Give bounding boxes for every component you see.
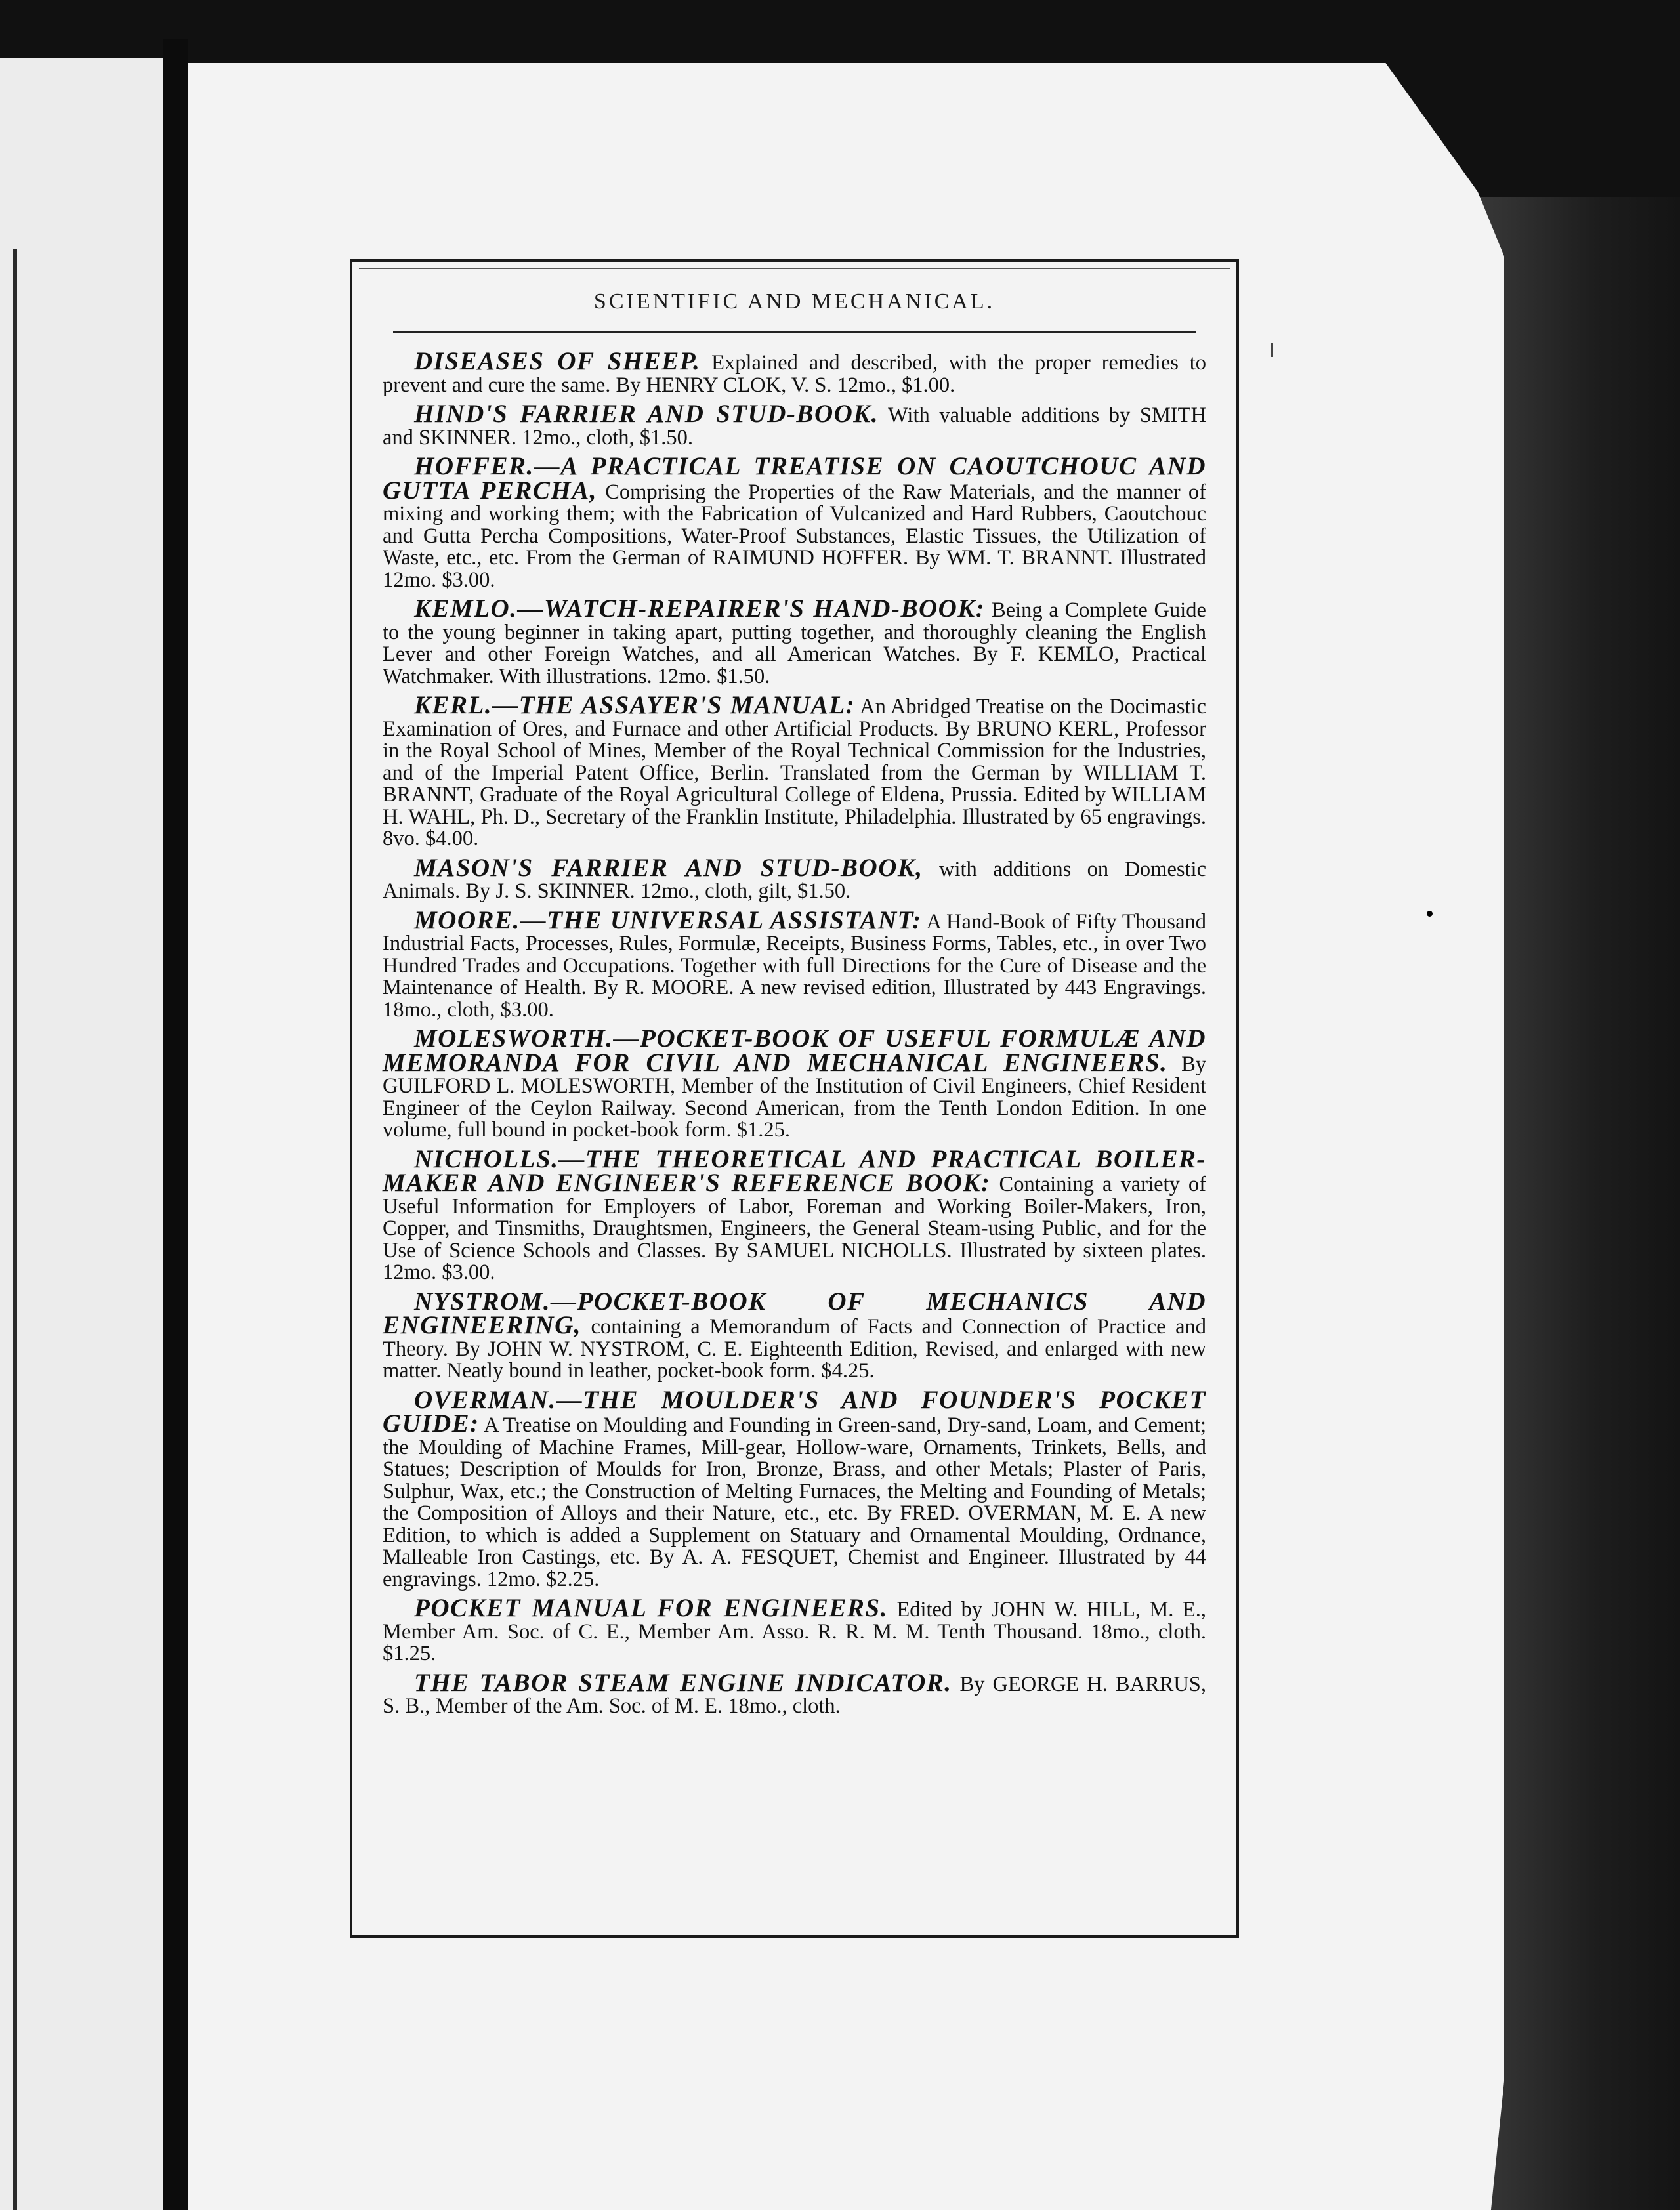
entry-title: MOLESWORTH.—POCKET-BOOK OF USEFUL FORMULÆ AND MEMORANDA FOR CIVIL AND MECHANICAL ENGINEERS. (383, 1024, 1206, 1077)
book-entry (383, 1144, 1206, 1284)
entry-body: With valuable additions by SMITH and SKINNER. 12mo., cloth, $1.50. (383, 404, 1206, 449)
entry-title: MOORE.—THE UNIVERSAL ASSISTANT: (414, 906, 922, 934)
book-entry (383, 1024, 1206, 1142)
scan-mark (1271, 343, 1273, 357)
book-entry (383, 594, 1206, 688)
entry-body: with additions on Domestic Animals. By J. S. SKINNER. 12mo., cloth, gilt, $1.50. (383, 857, 1206, 903)
entry-body: Comprising the Properties of the Raw Materials, and the manner of mixing and working them; with the Fabrication of Vulcanized and Hard Rubbers, Caoutchouc and Gutta Percha Compositions, Water-Proof Substances, Elastic Tissues, the Utilization of Waste, etc., etc. From the German of RAIMUND HOFFER. By WM. T. BRANNT. Illustrated 12mo. $3.00. (383, 480, 1206, 592)
left-page-rule (13, 249, 17, 2210)
entry-body: By GEORGE H. BARRUS, S. B., Member of the Am. Soc. of M. E. 18mo., cloth. (383, 1672, 1206, 1718)
entry-title: THE TABOR STEAM ENGINE INDICATOR. (414, 1668, 952, 1697)
book-entry (383, 1668, 1206, 1718)
entry-title: OVERMAN.—THE MOULDER'S AND FOUNDER'S POCKET GUIDE: (383, 1385, 1206, 1438)
entry-title: HOFFER.—A PRACTICAL TREATISE ON CAOUTCHOUC AND GUTTA PERCHA, (383, 452, 1206, 505)
entry-body: A Treatise on Moulding and Founding in Green-sand, Dry-sand, Loam, and Cement; the Moulding of Machine Frames, Mill-gear, Hollow-ware, Ornaments, Trinkets, Bells, and Statues; Description of Moulds for Iron, Bronze, Brass, and other Metals; Plaster of Paris, Sulphur, Wax, etc.; the Construction of Melting Furnaces, the Melting and Founding of Metals; the Composition of Alloys and their Nature, etc., etc. By FRED. OVERMAN, M. E. A new Edition, to which is added a Supplement on Statuary and Ornamental Moulding, Ordnance, Malleable Iron Castings, etc. By A. A. FESQUET, Chemist and Engineer. Illustrated by 44 engravings. 12mo. $2.25. (383, 1413, 1206, 1591)
book-entry (383, 691, 1206, 850)
entry-body: A Hand-Book of Fifty Thousand Industrial Facts, Processes, Rules, Formulæ, Receipts, Business Forms, Tables, etc., in over Two Hundred Trades and Occupations. Together with full Directions for the Cure of Disease and the Maintenance of Health. By R. MOORE. A new revised edition, Illustrated by 443 Engravings. 18mo., cloth, $3.00. (383, 909, 1206, 1022)
book-entry (383, 347, 1206, 397)
header-rule (393, 331, 1196, 333)
entry-title: HIND'S FARRIER AND STUD-BOOK. (414, 400, 879, 428)
entry-body: Containing a variety of Useful Information for Employers of Labor, Foreman and Working Boiler-Makers, Iron, Copper, and Tinsmiths, Draughtsmen, Engineers, the General Steam-using Public, and for the Use of Science Schools and Classes. By SAMUEL NICHOLLS. Illustrated by sixteen plates. 12mo. $3.00. (383, 1173, 1206, 1284)
entry-title: DISEASES OF SHEEP. (414, 347, 701, 375)
entry-title: NYSTROM.—POCKET-BOOK OF MECHANICS AND ENGINEERING, (383, 1287, 1206, 1339)
entry-body: An Abridged Treatise on the Docimastic Examination of Ores, and Furnace and other Artificial Products. By BRUNO KERL, Professor in the Royal School of Mines, Member of the Royal Technical Commission for the Industries, and of the Imperial Patent Office, Berlin. Translated from the German by WILLIAM T. BRANNT, Graduate of the Royal Agricultural College of Eldena, Prussia. Edited by WILLIAM H. WAHL, Ph. D., Secretary of the Franklin Institute, Philadelphia. Illustrated by 65 engravings. 8vo. $4.00. (383, 695, 1206, 850)
entry-body: Explained and described, with the proper remedies to prevent and cure the same. By HENRY CLOK, V. S. 12mo., $1.00. (383, 351, 1206, 397)
book-entry (383, 400, 1206, 449)
book-entry (383, 906, 1206, 1022)
book-entry (383, 1385, 1206, 1591)
book-entry (383, 452, 1206, 592)
book-entry (383, 853, 1206, 903)
entry-body: Edited by JOHN W. HILL, M. E., Member Am. Soc. of C. E., Member Am. Asso. R. R. M. M. Tenth Thousand. 18mo., cloth. $1.25. (383, 1598, 1206, 1665)
left-page-edge (0, 58, 163, 2210)
book-entry (383, 1287, 1206, 1383)
ink-dot (1427, 911, 1433, 917)
advertisement-panel (350, 259, 1239, 1938)
entry-title: KERL.—THE ASSAYER'S MANUAL: (414, 691, 856, 719)
book-entry (383, 1594, 1206, 1665)
entry-title: MASON'S FARRIER AND STUD-BOOK, (414, 853, 923, 882)
entry-body: Being a Complete Guide to the young beginner in taking apart, putting together, and thoroughly cleaning the English Lever and other Foreign Watches, and all American Watches. By F. KEMLO, Practical Watchmaker. With illustrations. 12mo. $1.50. (383, 598, 1206, 688)
entry-body: containing a Memorandum of Facts and Connection of Practice and Theory. By JOHN W. NYSTROM, C. E. Eighteenth Edition, Revised, and enlarged with new matter. Neatly bound in leather, pocket-book form. $4.25. (383, 1315, 1206, 1383)
entry-title: POCKET MANUAL FOR ENGINEERS. (414, 1594, 888, 1622)
book-gutter (163, 39, 188, 2210)
entry-title: KEMLO.—WATCH-REPAIRER'S HAND-BOOK: (414, 594, 986, 623)
entry-title: NICHOLLS.—THE THEORETICAL AND PRACTICAL BOILER-MAKER AND ENGINEER'S REFERENCE BOOK: (383, 1144, 1206, 1197)
section-header: SCIENTIFIC AND MECHANICAL. (593, 289, 996, 314)
entry-body: By GUILFORD L. MOLESWORTH, Member of the Institution of Civil Engineers, Chief Resident Engineer of the Ceylon Railway. Second American, from the Tenth London Edition. In one volume, full bound in pocket-book form. $1.25. (383, 1052, 1206, 1142)
